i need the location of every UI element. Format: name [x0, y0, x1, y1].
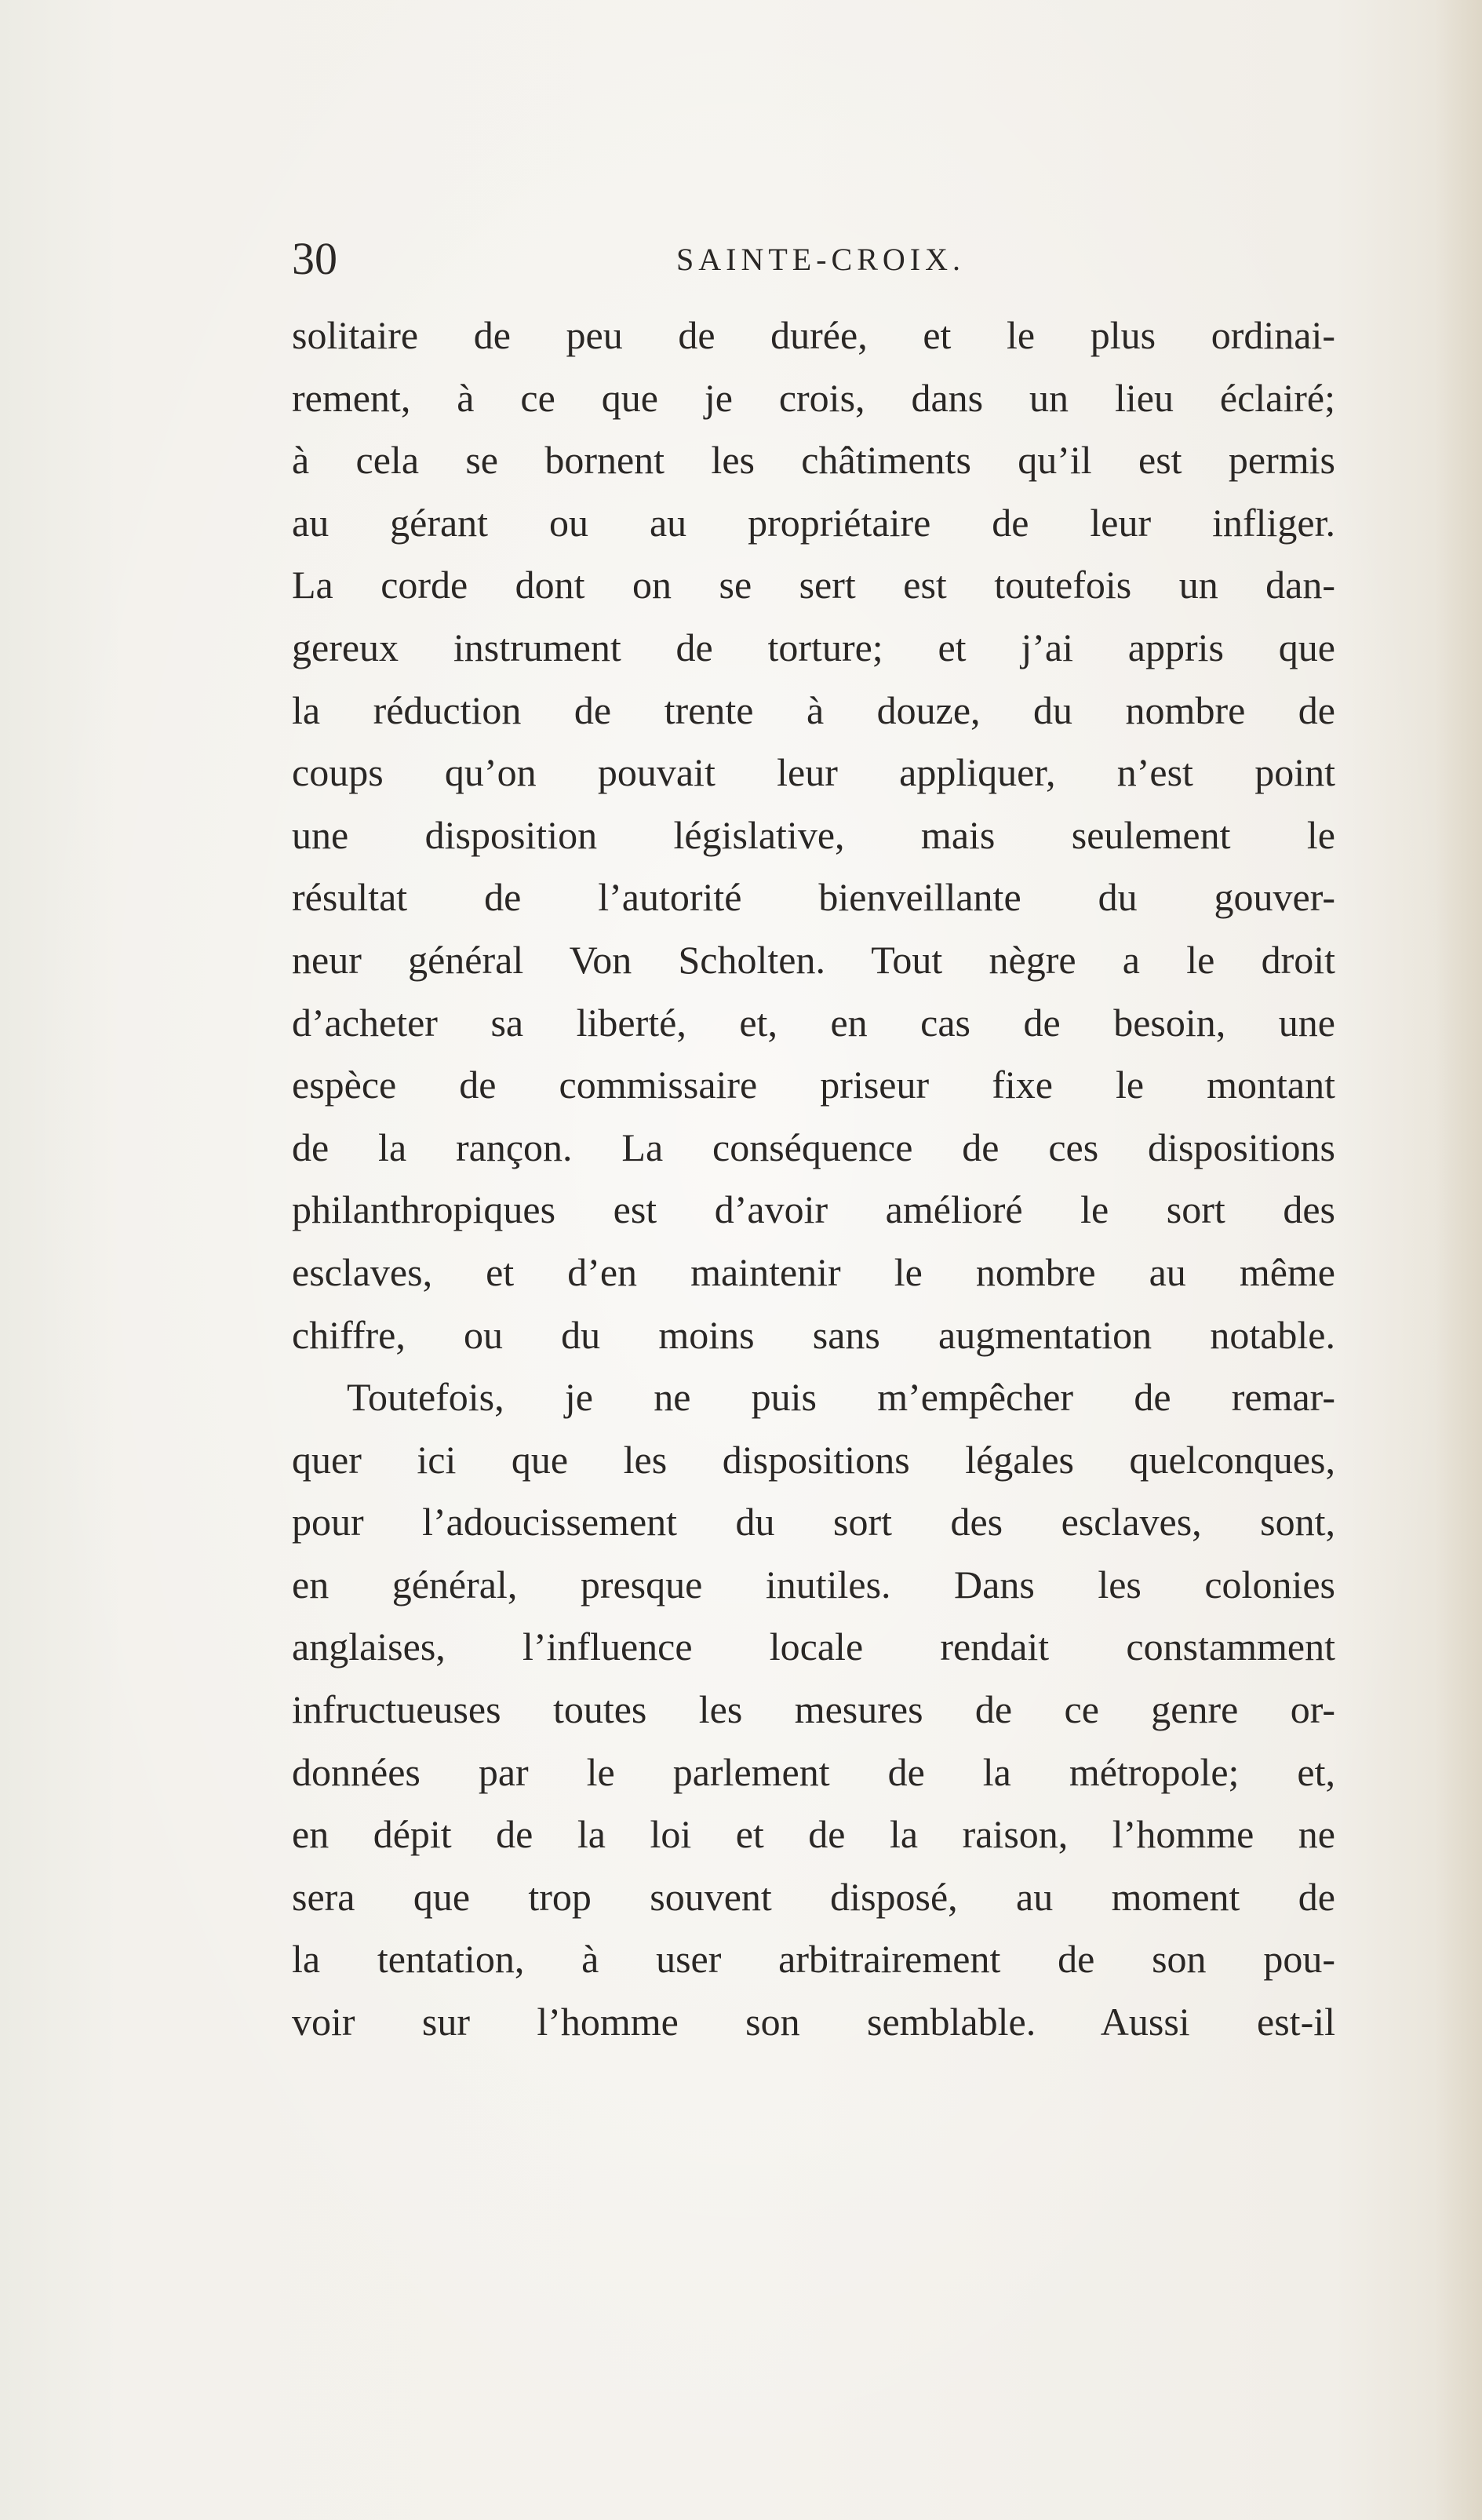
text-line: au gérant ou au propriétaire de leur infliger. [292, 500, 1335, 545]
text-line: infructueuses toutes les mesures de ce genre or- [292, 1687, 1335, 1732]
paragraph-first-line: Toutefois, je ne puis m’empêcher de remar- [347, 1375, 1335, 1420]
page-number: 30 [292, 233, 337, 284]
text-line: esclaves, et d’en maintenir le nombre au même [292, 1249, 1335, 1294]
page-edge-shading [1435, 0, 1482, 2520]
text-line: en général, presque inutiles. Dans les colonies [292, 1562, 1335, 1606]
body-text [292, 305, 1335, 2054]
text-line: la tentation, à user arbitrairement de son pou- [292, 1937, 1335, 1982]
text-line: à cela se bornent les châtiments qu’il est permis [292, 438, 1335, 483]
text-line: voir sur l’homme son semblable. Aussi est-il [292, 2000, 1335, 2044]
text-line: anglaises, l’influence locale rendait constamment [292, 1625, 1335, 1669]
text-line: données par le parlement de la métropole; et, [292, 1749, 1335, 1794]
text-line: sera que trop souvent disposé, au moment de [292, 1874, 1335, 1919]
text-line: une disposition législative, mais seulement le [292, 812, 1335, 857]
text-line: pour l’adoucissement du sort des esclaves, sont, [292, 1500, 1335, 1544]
text-line: coups qu’on pouvait leur appliquer, n’est point [292, 750, 1335, 795]
text-line: La corde dont on se sert est toutefois un dan- [292, 563, 1335, 607]
text-line: d’acheter sa liberté, et, en cas de besoin, une [292, 1000, 1335, 1045]
text-line: chiffre, ou du moins sans augmentation notable. [292, 1312, 1335, 1357]
running-title: SAINTE-CROIX. [676, 242, 965, 277]
text-line: résultat de l’autorité bienveillante du gouver- [292, 875, 1335, 920]
running-head [292, 228, 1288, 290]
text-line: philanthropiques est d’avoir amélioré le sort des [292, 1187, 1335, 1232]
text-line: rement, à ce que je crois, dans un lieu éclairé; [292, 375, 1335, 420]
text-line: la réduction de trente à douze, du nombre de [292, 687, 1335, 732]
text-line: en dépit de la loi et de la raison, l’homme ne [292, 1812, 1335, 1857]
text-line: solitaire de peu de durée, et le plus ordinai- [292, 313, 1335, 357]
text-line: quer ici que les dispositions légales quelconques, [292, 1437, 1335, 1482]
text-line: neur général Von Scholten. Tout nègre a le droit [292, 937, 1335, 982]
text-line: gereux instrument de torture; et j’ai appris que [292, 625, 1335, 669]
text-line: espèce de commissaire priseur fixe le montant [292, 1063, 1335, 1107]
text-line: de la rançon. La conséquence de ces dispositions [292, 1125, 1335, 1169]
